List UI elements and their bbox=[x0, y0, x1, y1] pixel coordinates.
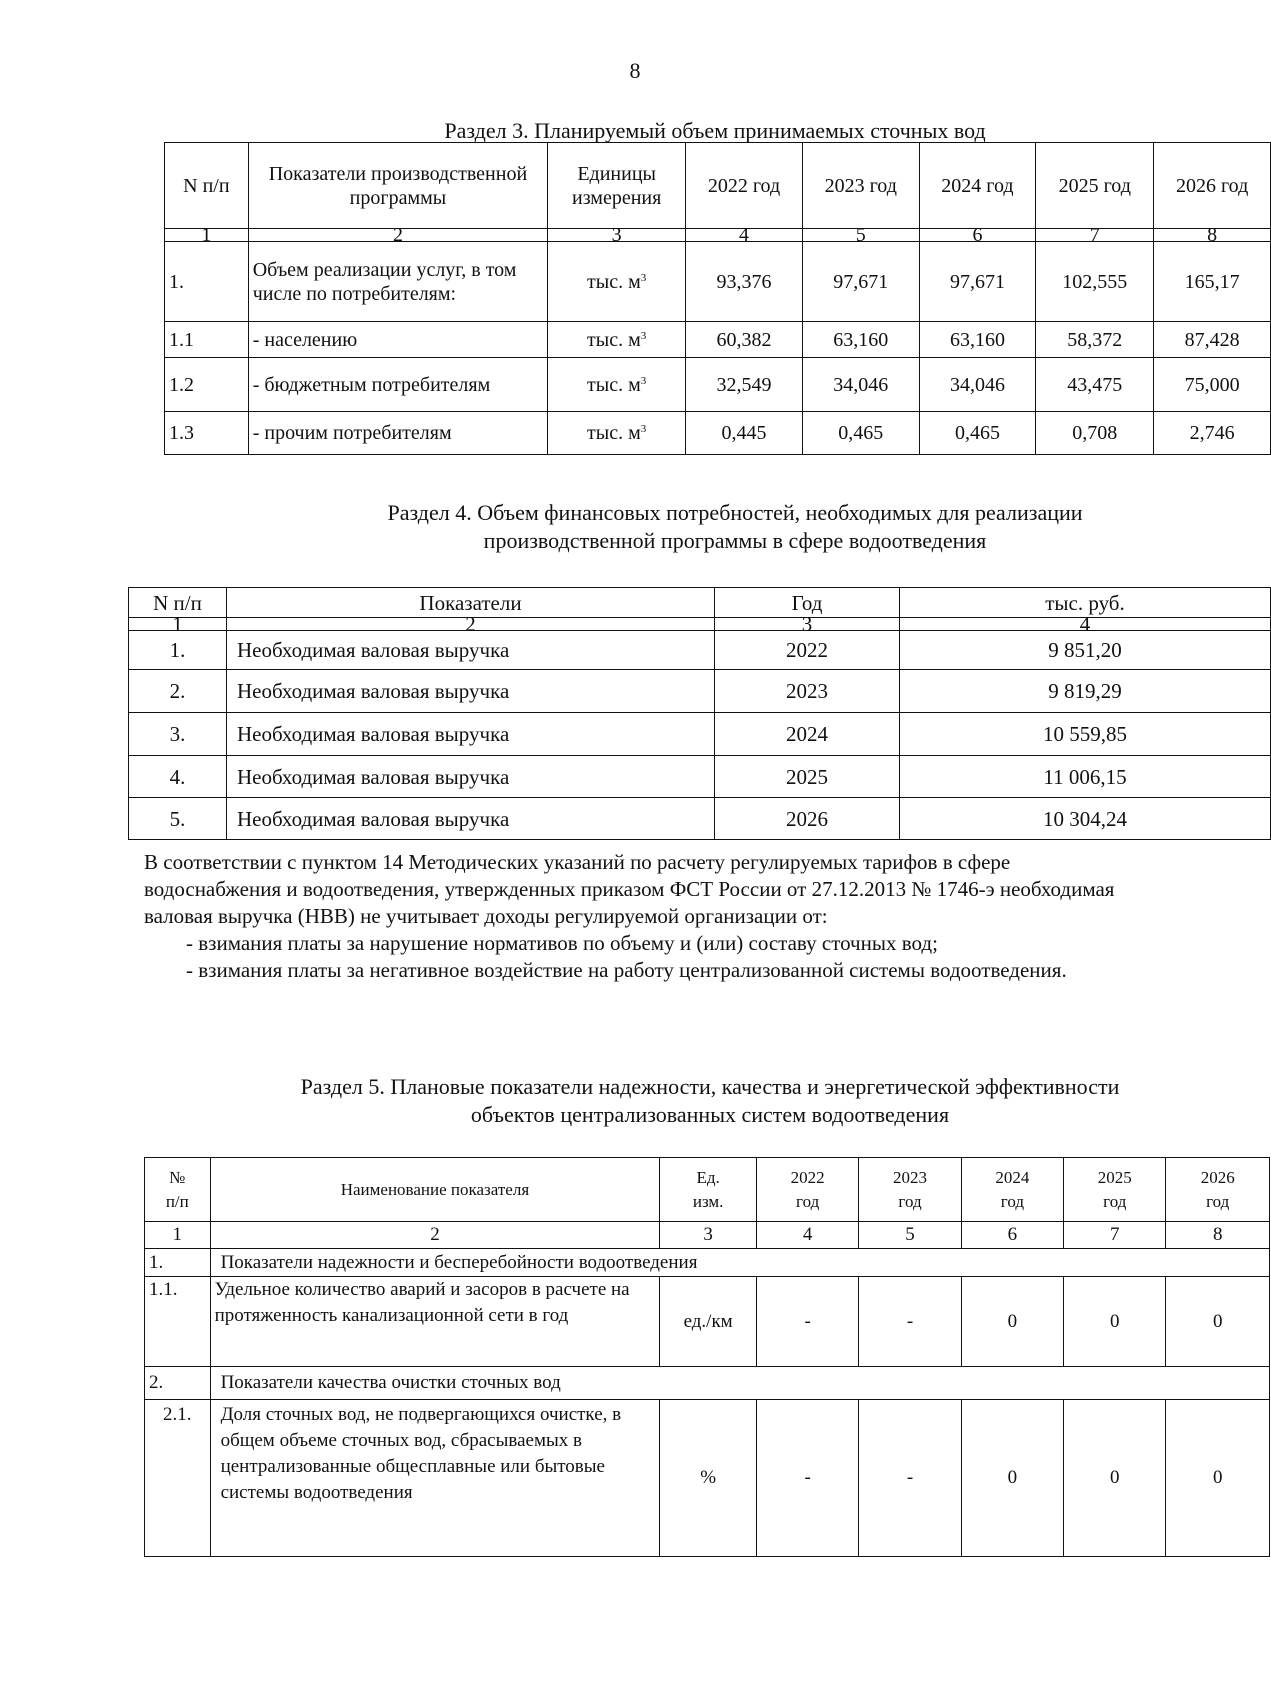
page-number: 8 bbox=[629, 58, 641, 83]
header-year: 2023 bbox=[893, 1167, 928, 1187]
column-number: 2 bbox=[227, 618, 715, 631]
value-2022: 0,445 bbox=[686, 412, 803, 455]
header-god: год bbox=[1000, 1191, 1024, 1211]
value-2025: 0,708 bbox=[1036, 412, 1154, 455]
column-number: 4 bbox=[900, 618, 1271, 631]
value-2024: 97,671 bbox=[919, 242, 1036, 322]
row-number: 4. bbox=[129, 756, 227, 798]
group-row bbox=[145, 1249, 1270, 1277]
header-cell: Показатели производственной программы bbox=[248, 143, 547, 229]
year-cell: 2024 bbox=[715, 713, 900, 756]
value-2022: 60,382 bbox=[686, 322, 803, 358]
value-2023: 97,671 bbox=[802, 242, 919, 322]
value-cell: 9 851,20 bbox=[900, 631, 1271, 670]
unit-cell: ед./км bbox=[660, 1277, 757, 1367]
unit-superscript: 3 bbox=[640, 423, 647, 435]
year-cell: 2023 bbox=[715, 670, 900, 713]
column-number: 4 bbox=[756, 1222, 858, 1249]
value-2025: 43,475 bbox=[1036, 358, 1154, 412]
header-number-line1: № bbox=[169, 1167, 186, 1187]
unit-label: тыс. м bbox=[587, 270, 641, 293]
header-cell: 2026 год bbox=[1154, 143, 1271, 229]
table-row bbox=[129, 798, 1271, 840]
year-cell: 2025 bbox=[715, 756, 900, 798]
value-2026: 165,17 bbox=[1154, 242, 1271, 322]
value-2024: 63,160 bbox=[919, 322, 1036, 358]
unit-cell bbox=[548, 322, 686, 358]
unit-label: тыс. м bbox=[587, 328, 641, 351]
header-cell: Показатели bbox=[227, 588, 715, 618]
table-row bbox=[165, 322, 1271, 358]
column-number: 4 bbox=[686, 229, 803, 242]
indicator-name: - прочим потребителям bbox=[248, 412, 547, 455]
table-row bbox=[165, 358, 1271, 412]
table-row bbox=[165, 412, 1271, 455]
column-number: 1 bbox=[145, 1222, 211, 1249]
year-cell: 2026 bbox=[715, 798, 900, 840]
indicator-name: Необходимая валовая выручка bbox=[227, 670, 715, 713]
value-2022: - bbox=[756, 1400, 858, 1557]
header-god: год bbox=[898, 1191, 922, 1211]
header-god: год bbox=[1103, 1191, 1127, 1211]
section3-title: Раздел 3. Планируемый объем принимаемых сточных вод bbox=[444, 118, 986, 143]
header-unit-line1: Ед. bbox=[696, 1167, 720, 1187]
row-number: 1. bbox=[165, 242, 249, 322]
column-number-row bbox=[145, 1222, 1270, 1249]
column-number: 8 bbox=[1154, 229, 1271, 242]
column-number-row bbox=[129, 618, 1271, 631]
table-row bbox=[145, 1400, 1270, 1557]
value-2025: 0 bbox=[1064, 1277, 1166, 1367]
value-2024: 0 bbox=[961, 1400, 1063, 1557]
header-cell-year bbox=[859, 1158, 961, 1222]
unit-cell bbox=[548, 358, 686, 412]
indicator-name: - населению bbox=[248, 322, 547, 358]
value-2025: 58,372 bbox=[1036, 322, 1154, 358]
header-cell: N п/п bbox=[165, 143, 249, 229]
group-row bbox=[145, 1367, 1270, 1400]
header-cell-unit bbox=[660, 1158, 757, 1222]
header-cell: 2025 год bbox=[1036, 143, 1154, 229]
paragraph-bullet-1: - взимания платы за нарушение нормативов по объему и (или) составу сточных вод; bbox=[186, 931, 938, 955]
header-cell: 2023 год bbox=[802, 143, 919, 229]
section5-table bbox=[144, 1157, 1270, 1557]
column-number: 3 bbox=[548, 229, 686, 242]
header-cell-year bbox=[1166, 1158, 1270, 1222]
column-number: 7 bbox=[1036, 229, 1154, 242]
section4-title-line1: Раздел 4. Объем финансовых потребностей, необходимых для реализации bbox=[387, 500, 1083, 525]
indicator-name: Необходимая валовая выручка bbox=[227, 798, 715, 840]
value-cell: 9 819,29 bbox=[900, 670, 1271, 713]
unit-cell bbox=[548, 242, 686, 322]
column-number: 1 bbox=[165, 229, 249, 242]
indicator-name: Необходимая валовая выручка bbox=[227, 631, 715, 670]
unit-superscript: 3 bbox=[640, 329, 647, 342]
table-header-row bbox=[165, 143, 1271, 229]
table-row bbox=[129, 713, 1271, 756]
unit-cell: % bbox=[660, 1400, 757, 1557]
value-2023: - bbox=[859, 1277, 961, 1367]
header-year: 2024 bbox=[995, 1167, 1030, 1187]
row-number: 3. bbox=[129, 713, 227, 756]
header-cell: Год bbox=[715, 588, 900, 618]
value-2025: 0 bbox=[1064, 1400, 1166, 1557]
unit-label: тыс. м bbox=[587, 422, 641, 444]
table-row bbox=[145, 1277, 1270, 1367]
value-cell: 10 304,24 bbox=[900, 798, 1271, 840]
table-header-row bbox=[129, 588, 1271, 618]
header-cell-year bbox=[1064, 1158, 1166, 1222]
indicator-name: Доля сточных вод, не подвергающихся очистке, в общем объеме сточных вод, сбрасываемых в централизованные общесплавные или бытовые системы водоотведения bbox=[210, 1400, 660, 1557]
row-number: 1. bbox=[129, 631, 227, 670]
value-2026: 87,428 bbox=[1154, 322, 1271, 358]
header-cell-name: Наименование показателя bbox=[210, 1158, 660, 1222]
section5-title-line1: Раздел 5. Плановые показатели надежности, качества и энергетической эффективности bbox=[300, 1074, 1120, 1099]
header-unit-line2: изм. bbox=[692, 1191, 724, 1211]
column-number: 5 bbox=[859, 1222, 961, 1249]
section4-table bbox=[128, 587, 1271, 840]
row-number: 2. bbox=[129, 670, 227, 713]
column-number: 7 bbox=[1064, 1222, 1166, 1249]
table-row bbox=[129, 631, 1271, 670]
row-number: 2.1. bbox=[145, 1400, 211, 1557]
row-number: 1.2 bbox=[165, 358, 249, 412]
header-cell-number bbox=[145, 1158, 211, 1222]
paragraph-bullet-2: - взимания платы за негативное воздействие на работу централизованной системы водоотведения. bbox=[186, 958, 1067, 982]
unit-superscript: 3 bbox=[640, 271, 647, 284]
value-2022: 93,376 bbox=[686, 242, 803, 322]
value-2024: 0,465 bbox=[919, 412, 1036, 455]
header-god: год bbox=[796, 1191, 820, 1211]
section5-title-line2: объектов централизованных систем водоотведения bbox=[470, 1102, 950, 1127]
column-number: 2 bbox=[210, 1222, 660, 1249]
value-cell: 10 559,85 bbox=[900, 713, 1271, 756]
value-2026: 0 bbox=[1166, 1400, 1270, 1557]
header-cell: 2024 год bbox=[919, 143, 1036, 229]
section3-table bbox=[164, 142, 1271, 455]
value-2026: 0 bbox=[1166, 1277, 1270, 1367]
value-2024: 0 bbox=[961, 1277, 1063, 1367]
value-2023: 0,465 bbox=[802, 412, 919, 455]
header-year: 2026 bbox=[1200, 1167, 1235, 1187]
header-god: год bbox=[1206, 1191, 1230, 1211]
column-number: 6 bbox=[919, 229, 1036, 242]
column-number-row bbox=[165, 229, 1271, 242]
indicator-name: Необходимая валовая выручка bbox=[227, 756, 715, 798]
column-number: 3 bbox=[715, 618, 900, 631]
column-number: 2 bbox=[248, 229, 547, 242]
value-2023: - bbox=[859, 1400, 961, 1557]
header-cell-year bbox=[756, 1158, 858, 1222]
group-number: 1. bbox=[145, 1249, 211, 1277]
unit-cell bbox=[548, 412, 686, 455]
paragraph-main: В соответствии с пунктом 14 Методических указаний по расчету регулируемых тарифов в сфере водоснабжения и водоотведения, утвержденных приказом ФСТ России от 27.12.2013 № 1746-э необходимая валовая выручка (НВВ) не учитывает доходы регулируемой организации от: bbox=[144, 850, 1115, 928]
value-2026: 75,000 bbox=[1154, 358, 1271, 412]
nvv-paragraph bbox=[144, 849, 1129, 984]
header-number-line2: п/п bbox=[165, 1191, 189, 1211]
section4-title-line2: производственной программы в сфере водоотведения bbox=[483, 528, 987, 553]
header-cell: N п/п bbox=[129, 588, 227, 618]
indicator-name: Удельное количество аварий и засоров в расчете на протяженность канализационной сети в год bbox=[210, 1277, 660, 1367]
table-row bbox=[129, 670, 1271, 713]
value-2025: 102,555 bbox=[1036, 242, 1154, 322]
value-2022: 32,549 bbox=[686, 358, 803, 412]
group-number: 2. bbox=[145, 1367, 211, 1400]
column-number: 1 bbox=[129, 618, 227, 631]
year-cell: 2022 bbox=[715, 631, 900, 670]
row-number: 1.1. bbox=[145, 1277, 211, 1367]
value-cell: 11 006,15 bbox=[900, 756, 1271, 798]
value-2023: 34,046 bbox=[802, 358, 919, 412]
header-year: 2025 bbox=[1097, 1167, 1132, 1187]
header-cell-year bbox=[961, 1158, 1063, 1222]
column-number: 6 bbox=[961, 1222, 1063, 1249]
row-number: 1.1 bbox=[165, 322, 249, 358]
table-header-row bbox=[145, 1158, 1270, 1222]
indicator-name: Необходимая валовая выручка bbox=[227, 713, 715, 756]
column-number: 8 bbox=[1166, 1222, 1270, 1249]
indicator-name: Объем реализации услуг, в том числе по потребителям: bbox=[248, 242, 547, 322]
column-number: 5 bbox=[802, 229, 919, 242]
header-cell: тыс. руб. bbox=[900, 588, 1271, 618]
unit-label: тыс. м bbox=[587, 373, 641, 396]
table-row bbox=[129, 756, 1271, 798]
table-row bbox=[165, 242, 1271, 322]
header-cell: 2022 год bbox=[686, 143, 803, 229]
group-name: Показатели качества очистки сточных вод bbox=[210, 1367, 1269, 1400]
header-year: 2022 bbox=[790, 1167, 825, 1187]
value-2023: 63,160 bbox=[802, 322, 919, 358]
row-number: 5. bbox=[129, 798, 227, 840]
row-number: 1.3 bbox=[165, 412, 249, 455]
group-name: Показатели надежности и бесперебойности водоотведения bbox=[210, 1249, 1269, 1277]
value-2026: 2,746 bbox=[1154, 412, 1271, 455]
unit-superscript: 3 bbox=[640, 374, 647, 387]
header-cell: Единицы измерения bbox=[548, 143, 686, 229]
value-2022: - bbox=[756, 1277, 858, 1367]
value-2024: 34,046 bbox=[919, 358, 1036, 412]
indicator-name: - бюджетным потребителям bbox=[248, 358, 547, 412]
column-number: 3 bbox=[660, 1222, 757, 1249]
